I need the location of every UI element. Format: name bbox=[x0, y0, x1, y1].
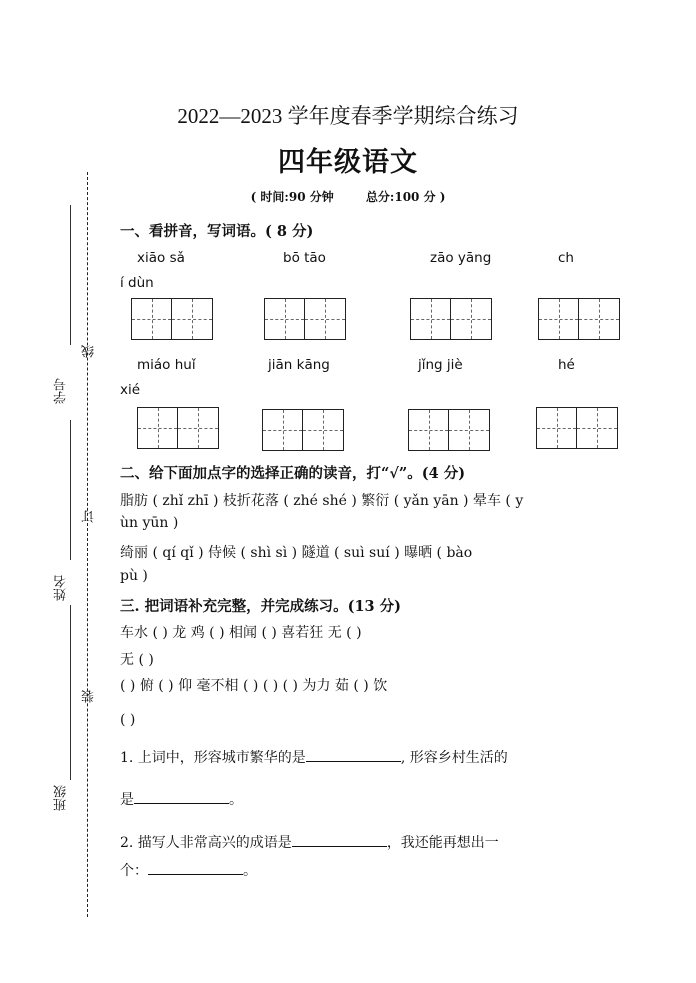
answer-blank-3[interactable] bbox=[292, 832, 387, 847]
name-label: 姓名 bbox=[54, 575, 69, 601]
pinyin-4: ch bbox=[558, 250, 574, 266]
margin-xian: 线 bbox=[82, 345, 97, 358]
tianzige-1[interactable] bbox=[131, 298, 213, 340]
class-label: 班级 bbox=[54, 785, 69, 811]
tianzige-5[interactable] bbox=[137, 407, 219, 449]
margin-ding: 订 bbox=[82, 510, 97, 523]
question-1-line2: 是 。 bbox=[120, 789, 243, 809]
tianzige-4[interactable] bbox=[538, 298, 620, 340]
section3-line3: ( ) 俯 ( ) 仰 毫不相 ( ) ( ) ( ) 为力 茹 ( ) 饮 bbox=[120, 678, 388, 694]
question-2-line1: 2. 描写人非常高兴的成语是 ，我还能再想出一 bbox=[120, 832, 499, 852]
exam-info bbox=[0, 188, 696, 205]
tianzige-8[interactable] bbox=[536, 407, 618, 449]
tianzige-6[interactable] bbox=[262, 409, 344, 451]
binding-dashed-line bbox=[87, 172, 88, 917]
class-line bbox=[70, 605, 71, 780]
tianzige-2[interactable] bbox=[264, 298, 346, 340]
subject-title: 四年级语文 bbox=[278, 147, 418, 178]
name-line bbox=[70, 420, 71, 560]
section3-line2: 无 ( ) bbox=[120, 652, 154, 668]
answer-blank-4[interactable] bbox=[148, 860, 243, 875]
section3-heading: 三. 把词语补充完整，并完成练习。(13 分) bbox=[120, 598, 402, 615]
pinyin-8: hé bbox=[558, 357, 575, 373]
answer-blank-2[interactable] bbox=[134, 789, 229, 804]
exam-title: 2022—2023 学年度春季学期综合练习 bbox=[177, 104, 519, 128]
section2-line4: pù ) bbox=[120, 568, 148, 584]
pinyin-2: bō tāo bbox=[283, 250, 326, 266]
section1-heading: 一、看拼音，写词语。( 8 分) bbox=[120, 223, 314, 240]
exam-time: ( 时间:90 分钟 bbox=[250, 190, 334, 204]
section3-line4: ( ) bbox=[120, 712, 136, 728]
exam-score: 总分:100 分 ) bbox=[365, 190, 446, 204]
answer-blank-1[interactable] bbox=[306, 747, 401, 762]
question-2-line2: 个： 。 bbox=[120, 860, 257, 880]
pinyin-8-wrap: xié bbox=[120, 382, 141, 398]
question-1-line1: 1. 上词中，形容城市繁华的是 , 形容乡村生活的 bbox=[120, 747, 508, 767]
section2-line3: 绮丽 ( qí qǐ ) 侍候 ( shì sì ) 隧道 ( suì suí ) 曝晒 ( bào bbox=[120, 545, 473, 561]
pinyin-5: miáo huǐ bbox=[137, 357, 196, 373]
pinyin-7: jǐng jiè bbox=[418, 357, 463, 373]
student-id-line bbox=[70, 205, 71, 345]
section2-heading: 二、给下面加点字的选择正确的读音，打“√”。(4 分) bbox=[120, 465, 466, 482]
pinyin-1: xiāo sǎ bbox=[137, 250, 185, 266]
margin-zhuang: 装 bbox=[82, 690, 97, 703]
pinyin-4-wrap: í dùn bbox=[120, 275, 154, 291]
section2-line2: ùn yūn ) bbox=[120, 515, 179, 531]
section3-line1: 车水 ( ) 龙 鸡 ( ) 相闻 ( ) 喜若狂 无 ( ) bbox=[120, 625, 362, 641]
pinyin-6: jiān kāng bbox=[268, 357, 330, 373]
section2-line1: 脂肪 ( zhǐ zhī ) 枝折花落 ( zhé shé ) 繁衍 ( yǎn yān ) 晕车 ( y bbox=[120, 493, 524, 509]
student-id-label: 学号 bbox=[54, 378, 69, 404]
tianzige-3[interactable] bbox=[410, 298, 492, 340]
pinyin-3: zāo yāng bbox=[430, 250, 492, 266]
tianzige-7[interactable] bbox=[408, 409, 490, 451]
